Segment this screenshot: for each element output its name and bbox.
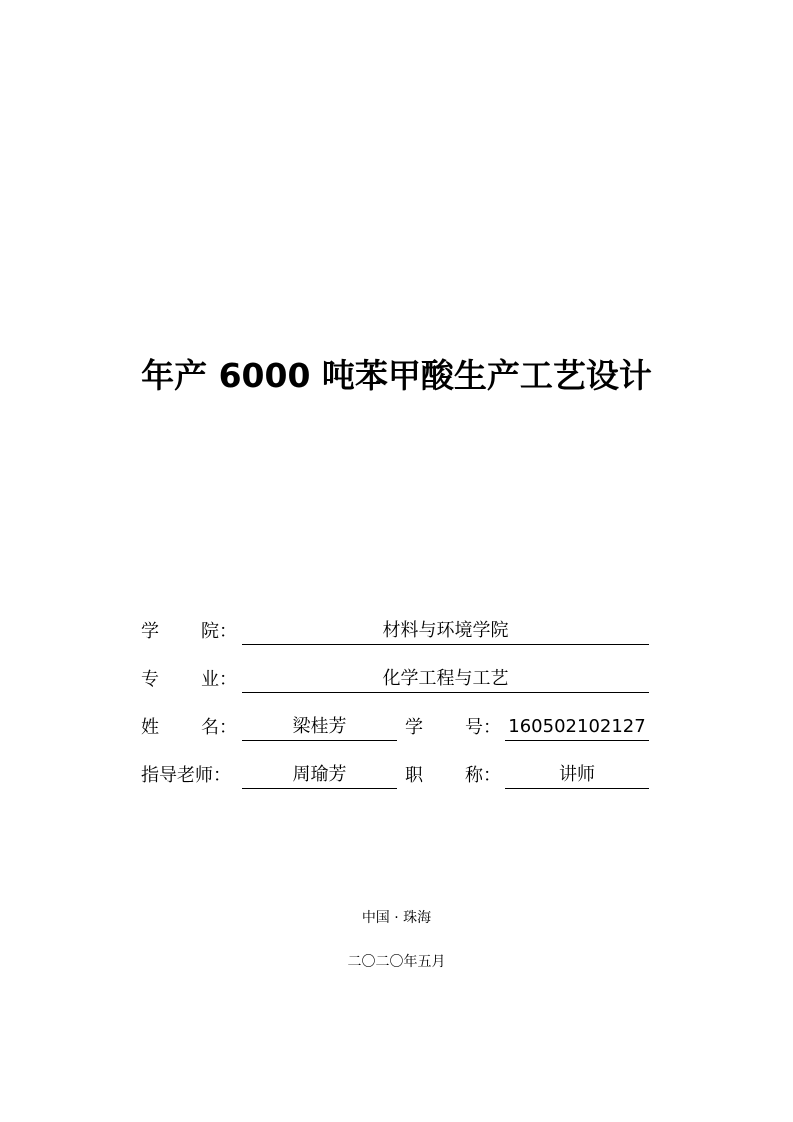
name-label-char1: 姓: [141, 717, 159, 738]
major-label-char2: 业：: [201, 669, 237, 690]
major-label-char1: 专: [141, 669, 159, 690]
footer-date: 二〇二〇年五月: [347, 954, 446, 970]
position-value: 讲师: [505, 763, 649, 789]
advisor-label: 指导老师：: [141, 765, 231, 786]
position-label-char1: 职: [405, 765, 423, 786]
position-label-char2: 称：: [465, 765, 501, 786]
advisor-value: 周瑜芳: [242, 763, 397, 789]
college-label-char1: 学: [141, 621, 159, 642]
student-id-value: 160502102127: [505, 715, 649, 741]
major-value: 化学工程与工艺: [242, 667, 649, 693]
college-label-char2: 院：: [201, 621, 237, 642]
student-id-label-char1: 学: [405, 717, 423, 738]
name-value: 梁桂芳: [242, 715, 397, 741]
name-label-char2: 名：: [201, 717, 237, 738]
document-title: 年产 6000 吨苯甲酸生产工艺设计: [141, 356, 652, 395]
college-value: 材料与环境学院: [242, 619, 649, 645]
student-id-label-char2: 号：: [465, 717, 501, 738]
footer-place: 中国 · 珠海: [361, 910, 432, 926]
